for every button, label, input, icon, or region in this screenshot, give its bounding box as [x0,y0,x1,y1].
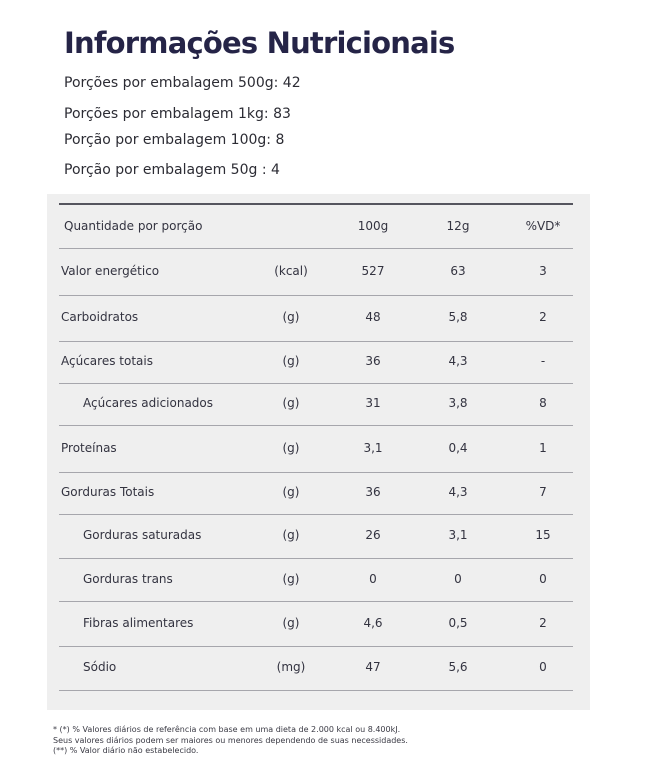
value-100g: 527 [361,264,385,278]
nutrient-name: Açúcares totais [61,354,153,368]
value-12g: 0,4 [448,441,468,455]
value-12g: 5,8 [448,310,468,324]
nutrient-name: Carboidratos [61,310,139,324]
value-12g: 3,8 [448,396,468,410]
value-vd: - [540,354,546,368]
page-title: Informações Nutricionais [64,26,455,60]
portion-line-1kg: Porções por embalagem 1kg: 83 [64,106,291,122]
nutrient-unit: (g) [282,528,300,542]
table-row [59,646,573,691]
nutrient-unit: (g) [282,616,300,630]
value-100g: 48 [365,310,381,324]
value-100g: 36 [365,485,381,499]
footnote-line-3: (**) % Valor diário não estabelecido. [53,746,199,755]
value-vd: 1 [539,441,547,455]
nutrient-unit: (g) [282,485,300,499]
value-100g: 36 [365,354,381,368]
footnote-line-2: Seus valores diários podem ser maiores ou menores dependendo de suas necessidades. [53,736,408,745]
value-12g: 5,6 [448,660,468,674]
table-row [59,558,573,602]
value-12g: 3,1 [448,528,468,542]
value-100g: 47 [365,660,381,674]
nutrient-name: Gorduras Totais [61,485,155,499]
nutrient-unit: (g) [282,572,300,586]
table-header-row [59,205,573,249]
header-col-vd: %VD* [525,219,561,233]
table-row [59,383,573,426]
value-vd: 7 [539,485,547,499]
portion-line-50g: Porção por embalagem 50g : 4 [64,162,280,178]
nutrient-unit: (g) [282,354,300,368]
nutrient-name: Valor energético [61,264,160,278]
nutrient-name: Proteínas [61,441,117,455]
table-row [59,248,573,296]
table-row [59,514,573,559]
value-12g: 0 [454,572,462,586]
value-100g: 3,1 [363,441,383,455]
nutrient-name: Fibras alimentares [83,616,194,630]
nutrient-unit: (g) [282,441,300,455]
value-vd: 2 [539,616,547,630]
nutrient-unit: (mg) [276,660,306,674]
value-100g: 4,6 [363,616,383,630]
value-100g: 0 [369,572,377,586]
nutrient-name: Sódio [83,660,117,674]
value-vd: 15 [535,528,551,542]
header-col-12g: 12g [446,219,470,233]
value-12g: 4,3 [448,354,468,368]
nutrient-name: Açúcares adicionados [83,396,214,410]
table-row [59,295,573,342]
header-portion-label: Quantidade por porção [64,219,203,233]
header-col-100g: 100g [357,219,389,233]
footnote-line-1: * (*) % Valores diários de referência com base em uma dieta de 2.000 kcal ou 8.400kJ. [53,725,401,734]
nutrient-unit: (g) [282,310,300,324]
portion-line-100g: Porção por embalagem 100g: 8 [64,132,285,148]
nutrient-name: Gorduras trans [83,572,173,586]
table-row [59,341,573,384]
nutrient-name: Gorduras saturadas [83,528,202,542]
value-vd: 0 [539,572,547,586]
value-vd: 8 [539,396,547,410]
value-12g: 63 [450,264,466,278]
table-row [59,425,573,473]
value-12g: 0,5 [448,616,468,630]
value-100g: 26 [365,528,381,542]
value-12g: 4,3 [448,485,468,499]
value-vd: 0 [539,660,547,674]
nutrient-unit: (kcal) [274,264,308,278]
value-vd: 2 [539,310,547,324]
portion-line-500g: Porções por embalagem 500g: 42 [64,75,301,91]
value-vd: 3 [539,264,547,278]
value-100g: 31 [365,396,381,410]
table-row [59,472,573,515]
table-row [59,601,573,647]
nutrient-unit: (g) [282,396,300,410]
